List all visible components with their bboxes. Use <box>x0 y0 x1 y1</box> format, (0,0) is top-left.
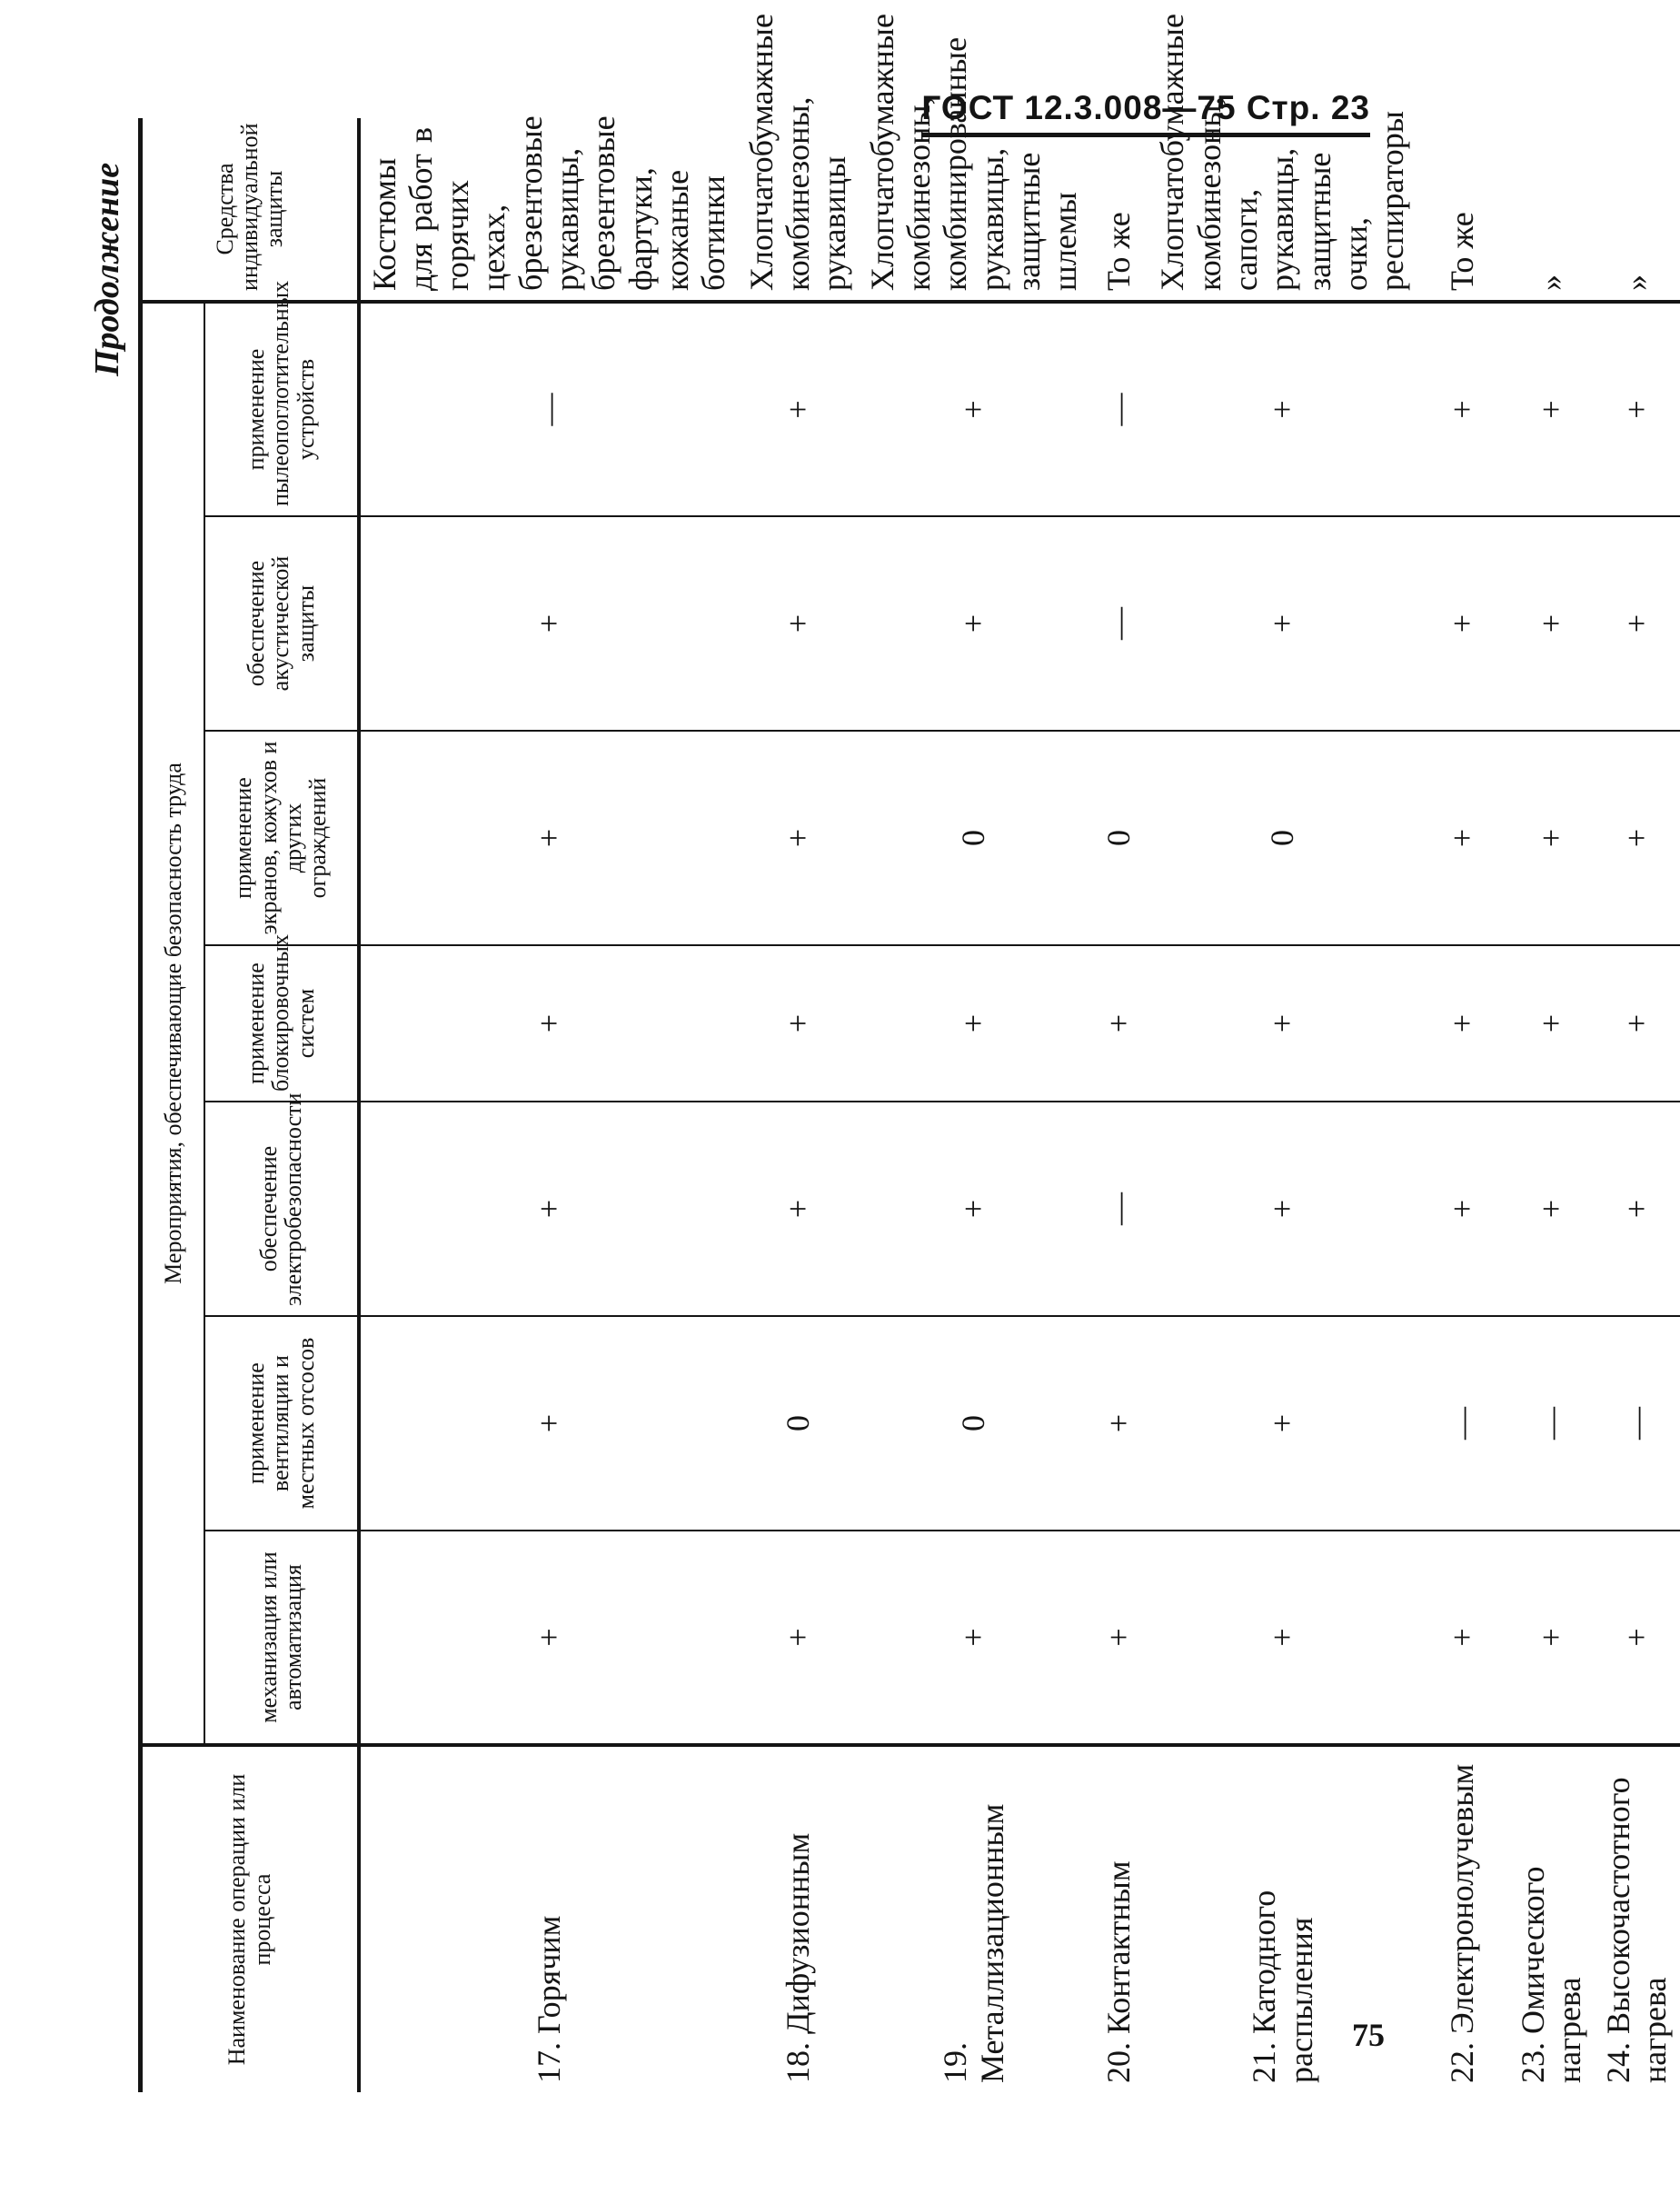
measure-mark: 0 <box>738 1316 859 1531</box>
measure-mark: + <box>1148 302 1416 516</box>
measure-mark: + <box>1089 1531 1148 1745</box>
measure-mark: — <box>1089 1102 1148 1316</box>
header-measures-group: Мероприятия, обеспечивающие безопасность труда <box>141 302 204 1745</box>
measure-mark: + <box>1593 945 1680 1102</box>
measure-mark: + <box>359 1316 738 1531</box>
table-row <box>1593 118 1680 2092</box>
measure-mark: + <box>1148 516 1416 731</box>
measure-mark: 0 <box>859 1316 1089 1531</box>
measure-mark: + <box>1148 945 1416 1102</box>
ppe-cell: То же <box>1100 212 1138 291</box>
measure-mark: + <box>738 1531 859 1745</box>
table-row <box>1509 118 1594 2092</box>
measure-mark: + <box>1593 516 1680 731</box>
ppe-cell: Хлопчатобумажные комбинезоны, комбинированные рукавицы, защитные шлемы <box>863 14 1084 291</box>
operation-name: 18. Дифузионным <box>738 1745 859 2092</box>
header-measure: обеспечение электробезопасности <box>204 1102 359 1316</box>
measure-mark: + <box>1509 731 1594 945</box>
header-ppe: Средства индивидуальной защиты <box>141 118 359 302</box>
operation-name: 19. Металлизационным <box>859 1745 1089 2092</box>
measure-mark: — <box>359 302 738 516</box>
measure-mark: + <box>1593 731 1680 945</box>
measure-mark: — <box>1089 302 1148 516</box>
measure-mark: + <box>359 945 738 1102</box>
measure-mark: + <box>1509 1102 1594 1316</box>
measure-mark: + <box>1089 1316 1148 1531</box>
table-row <box>1417 118 1509 2092</box>
operation-name: 23. Омического нагрева <box>1509 1745 1594 2092</box>
table-row <box>1148 118 1416 2092</box>
measure-mark: + <box>359 1102 738 1316</box>
measure-mark: + <box>738 731 859 945</box>
measure-mark: + <box>1417 1102 1509 1316</box>
measure-mark: + <box>738 945 859 1102</box>
measure-mark: + <box>738 516 859 731</box>
measure-mark: + <box>1509 516 1594 731</box>
ppe-cell: То же <box>1444 212 1481 291</box>
table-row <box>1089 118 1148 2092</box>
measure-mark: + <box>1417 302 1509 516</box>
measure-mark: — <box>1089 516 1148 731</box>
measure-mark: — <box>1593 1316 1680 1531</box>
ppe-cell: » <box>1532 274 1569 291</box>
measure-mark: + <box>359 516 738 731</box>
measure-mark: + <box>1148 1102 1416 1316</box>
measure-mark: + <box>359 731 738 945</box>
measure-mark: + <box>859 945 1089 1102</box>
measure-mark: + <box>859 302 1089 516</box>
header-measure: применение пылеопоглотительных устройств <box>204 302 359 516</box>
measure-mark: + <box>1509 945 1594 1102</box>
page-header: ГОСТ 12.3.008—75 Стр. 23 <box>921 89 1370 137</box>
operation-name: 17. Горячим <box>359 1745 738 2092</box>
table-row <box>738 118 859 2092</box>
measure-mark: + <box>859 516 1089 731</box>
table-row <box>359 118 738 2092</box>
table-row <box>859 118 1089 2092</box>
ppe-cell: Костюмы для работ в горячих цехах, брезентовые рукавицы, брезентовые фартуки, кожаные ботинки <box>365 115 732 291</box>
measure-mark: 0 <box>1089 731 1148 945</box>
page-number: 75 <box>1352 2017 1385 2053</box>
measure-mark: + <box>738 302 859 516</box>
operation-name: 24. Высокочастотного нагрева <box>1593 1745 1680 2092</box>
ppe-cell: Хлопчатобумажные комбинезоны, сапоги, рукавицы, защитные очки, респираторы <box>1154 14 1411 291</box>
measure-mark: + <box>1593 1102 1680 1316</box>
measure-mark: + <box>859 1531 1089 1745</box>
measure-mark: + <box>738 1102 859 1316</box>
operation-name: 22. Электронолучевым <box>1417 1745 1509 2092</box>
header-measure: применение экранов, кожухов и других ограждений <box>204 731 359 945</box>
header-operation-name: Наименование операции или процесса <box>141 1745 359 2092</box>
measure-mark: + <box>1417 1531 1509 1745</box>
measure-mark: — <box>1417 1316 1509 1531</box>
measure-mark: + <box>1509 1531 1594 1745</box>
measure-mark: 0 <box>1148 731 1416 945</box>
measure-mark: + <box>1509 302 1594 516</box>
measure-mark: + <box>1089 945 1148 1102</box>
header-measure: применение блокировочных систем <box>204 945 359 1102</box>
measure-mark: + <box>1593 1531 1680 1745</box>
operation-name: 20. Контактным <box>1089 1745 1148 2092</box>
continuation-label: Продолжение <box>88 162 126 376</box>
measure-mark: + <box>1593 302 1680 516</box>
measure-mark: + <box>1148 1316 1416 1531</box>
measure-mark: 0 <box>859 731 1089 945</box>
header-measure: применение вентиляции и местных отсосов <box>204 1316 359 1531</box>
measure-mark: + <box>1417 945 1509 1102</box>
header-measure: механизация или автоматизация <box>204 1531 359 1745</box>
header-measure: обеспечение акустической защиты <box>204 516 359 731</box>
operation-name: 21. Катодного распыления <box>1148 1745 1416 2092</box>
measure-mark: + <box>1417 516 1509 731</box>
ppe-cell: » <box>1618 274 1655 291</box>
measure-mark: + <box>359 1531 738 1745</box>
measure-mark: — <box>1509 1316 1594 1531</box>
measure-mark: + <box>1417 731 1509 945</box>
measure-mark: + <box>1148 1531 1416 1745</box>
measure-mark: + <box>859 1102 1089 1316</box>
ppe-cell: Хлопчатобумажные комбинезоны, рукавицы <box>742 14 853 291</box>
